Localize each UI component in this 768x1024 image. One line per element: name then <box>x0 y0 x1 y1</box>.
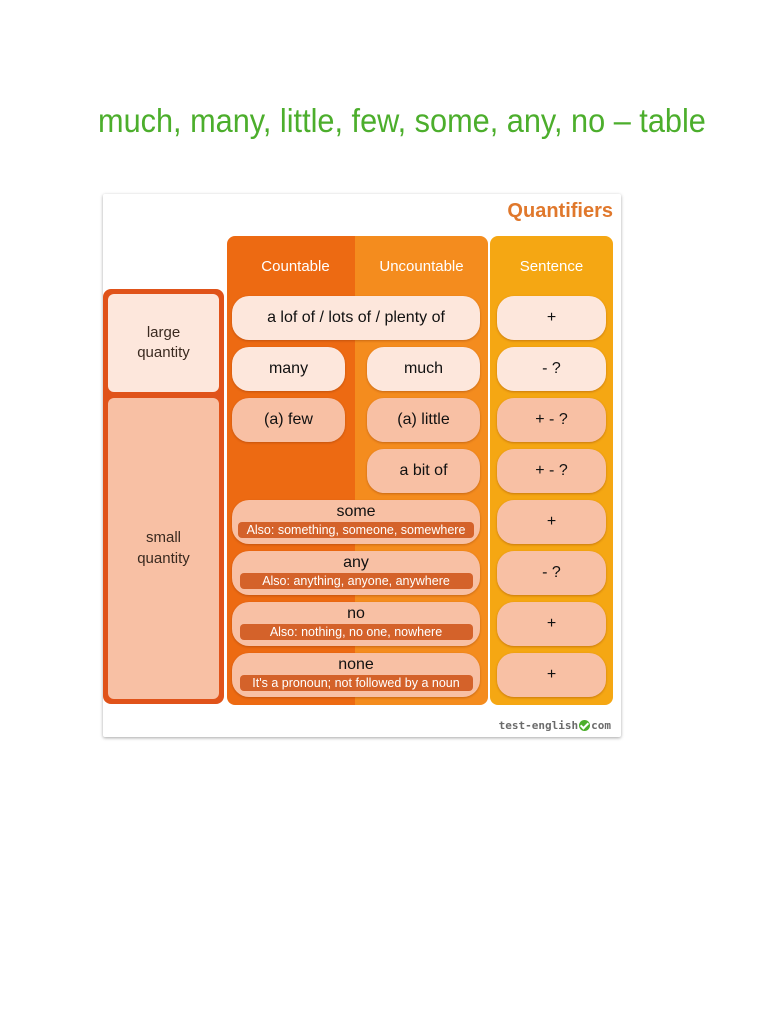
sentence-many-much: - ? <box>497 347 606 391</box>
no-note: Also: nothing, no one, nowhere <box>240 624 473 640</box>
any-note: Also: anything, anyone, anywhere <box>240 573 473 589</box>
sentence-no: + <box>497 602 606 646</box>
sentence-some: + <box>497 500 606 544</box>
some-cell: some Also: something, someone, somewhere <box>232 500 480 544</box>
countable-uncountable-panel <box>227 236 488 705</box>
few-cell: (a) few <box>232 398 345 442</box>
none-cell: none It's a pronoun; not followed by a noun <box>232 653 480 697</box>
sentence-bit: + - ? <box>497 449 606 493</box>
lots-cell: a lof of / lots of / plenty of <box>232 296 480 340</box>
any-cell: any Also: anything, anyone, anywhere <box>232 551 480 595</box>
little-cell: (a) little <box>367 398 480 442</box>
sentence-any: - ? <box>497 551 606 595</box>
quantifiers-table <box>103 194 621 737</box>
countable-header: Countable <box>261 258 330 275</box>
sentence-lots: + <box>497 296 606 340</box>
none-note: It's a pronoun; not followed by a noun <box>240 675 473 691</box>
large-quantity-label: large quantity <box>108 294 219 392</box>
check-icon <box>579 720 590 731</box>
small-quantity-label: small quantity <box>108 398 219 699</box>
page-title: much, many, little, few, some, any, no – table <box>98 102 706 139</box>
sentence-header: Sentence <box>519 258 584 275</box>
sentence-panel <box>490 236 613 705</box>
no-cell: no Also: nothing, no one, nowhere <box>232 602 480 646</box>
card-title: Quantifiers <box>507 200 613 222</box>
bit-of-cell: a bit of <box>367 449 480 493</box>
quantity-column <box>103 289 224 704</box>
many-cell: many <box>232 347 345 391</box>
sentence-none: + <box>497 653 606 697</box>
uncountable-header: Uncountable <box>379 258 464 275</box>
sentence-few-little: + - ? <box>497 398 606 442</box>
test-english-logo: test-english com <box>498 719 611 732</box>
much-cell: much <box>367 347 480 391</box>
some-note: Also: something, someone, somewhere <box>238 522 474 538</box>
